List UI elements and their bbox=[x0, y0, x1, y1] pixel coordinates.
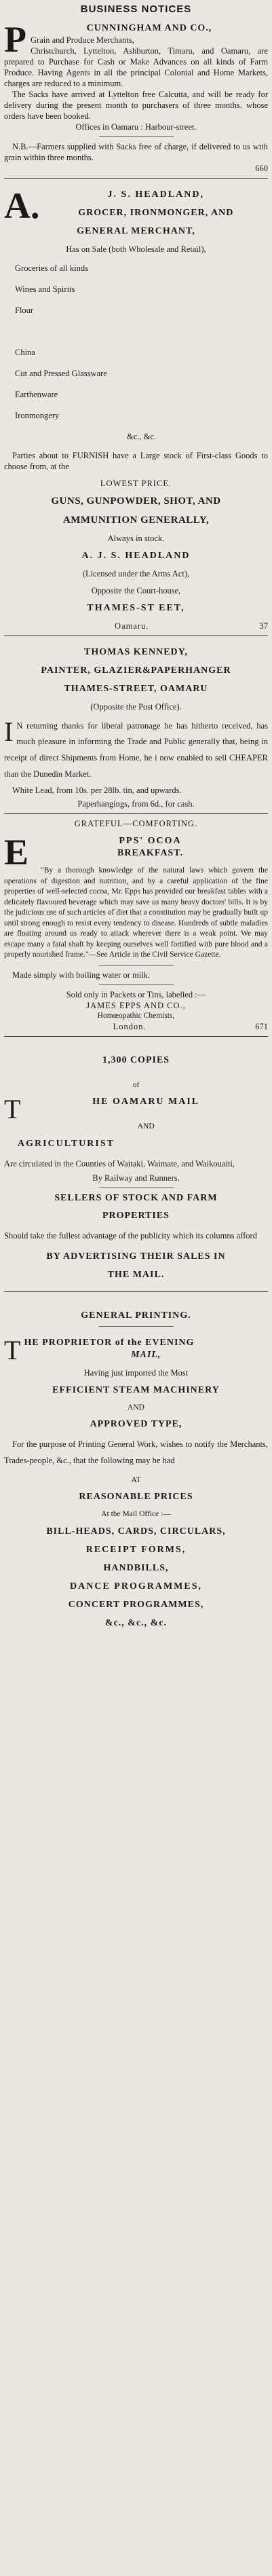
ad-body-2: The Sacks have arrived at Lyttelton free Calcutta, and will be ready for delivery during the present month to purchasers of three months. whose orders have been booked. bbox=[4, 90, 268, 122]
list-item: Ironmongery bbox=[15, 410, 60, 420]
list-item: &c., &c. bbox=[126, 431, 157, 441]
ad-signature: A. J. S. HEADLAND bbox=[81, 551, 191, 562]
ad-properties: PROPERTIES bbox=[102, 1211, 170, 1221]
list-item: RECEIPT FORMS, bbox=[85, 1544, 187, 1555]
ad-offices: Offices in Oamaru : Harbour-street. bbox=[75, 122, 197, 132]
ad-title: THOMAS KENNEDY, bbox=[84, 647, 188, 657]
ad-body: "By a thorough knowledge of the natural laws which govern the operations of digestion and nutrition, and by a careful application of the fine properties of well-selected cocoa, Mr. Epps has provided our breakfast tables with a delicately flavoured beverage which may save us many heavy doctors' bills. It is by the judicious use of such articles of diet that a constitution may be gradually built up until strong enough to resist every tendency to disease. Hundreds of subtle maladies are floating around us ready to attack wherever there is a weak point. We may escape many a fatal shaft by keeping ourselves well fortified with pure blood and a properly nourished frame."—See Article in the Civil Service Gazette. bbox=[4, 866, 268, 959]
ad-licensed: (Licensed under the Arms Act), bbox=[82, 569, 190, 579]
ad-town: Oamaru. bbox=[115, 621, 149, 631]
ad-paperhangings: Paperhangings, from 6d., for cash. bbox=[77, 799, 195, 809]
drop-cap: P bbox=[4, 19, 26, 60]
general-printing-ad bbox=[4, 1292, 268, 1634]
ad-title: J. S. HEADLAND, bbox=[107, 189, 204, 200]
ad-made: Made simply with boiling water or milk. bbox=[12, 970, 151, 980]
list-item: Earthenware bbox=[15, 389, 58, 399]
ad-approved: APPROVED TYPE, bbox=[90, 1419, 182, 1430]
section-title: BUSINESS NOTICES bbox=[80, 3, 192, 15]
list-item: Wines and Spirits bbox=[15, 284, 75, 294]
ad-subtitle: Grain and Produce Merchants, bbox=[31, 35, 134, 45]
ad-body: Christchurch, Lyttelton, Ashburton, Timaru, and Oamaru, are prepared to Purchase for Cash or Make Advances on all kinds of Farm Produce. Having Agents in all the principal Colonial and Home Markets, charges are reduced to a minimum. bbox=[4, 46, 268, 89]
ad-guns: GUNS, GUNPOWDER, SHOT, AND bbox=[51, 495, 221, 507]
ad-copies: 1,300 COPIES bbox=[102, 1054, 170, 1065]
ad-should: Should take the fullest advantage of the publicity which its columns afford bbox=[4, 1231, 257, 1241]
ad-street: THAMES-STREET, OAMARU bbox=[64, 683, 208, 694]
headland-ad bbox=[4, 179, 268, 636]
ad-at: AT bbox=[131, 1475, 141, 1484]
ad-agriculturist: AGRICULTURIST bbox=[18, 1138, 115, 1149]
ad-advertising: BY ADVERTISING THEIR SALES IN bbox=[46, 1251, 226, 1262]
divider bbox=[99, 1326, 174, 1327]
list-item: Groceries of all kinds bbox=[15, 263, 88, 273]
ad-opposite: (Opposite the Post Office). bbox=[90, 701, 182, 712]
list-item: China bbox=[15, 347, 35, 357]
ad-mail-title: MAIL, bbox=[131, 1349, 161, 1360]
ad-imported: Having just imported the Most bbox=[83, 1367, 189, 1378]
ad-heading: GENERAL PRINTING. bbox=[81, 1310, 191, 1321]
ad-sellers: SELLERS OF STOCK AND FARM bbox=[54, 1192, 218, 1203]
ad-company: JAMES EPPS AND CO., bbox=[86, 1000, 186, 1010]
ad-trade: PAINTER, GLAZIER&PAPERHANGER bbox=[41, 665, 231, 676]
ad-number: 660 bbox=[255, 164, 268, 174]
ad-paper-title: HE OAMARU MAIL bbox=[92, 1097, 200, 1107]
ad-intro: Has on Sale (both Wholesale and Retail), bbox=[66, 244, 206, 254]
ad-emphasis: LOWEST PRICE. bbox=[100, 478, 172, 488]
ad-of: of bbox=[132, 1080, 140, 1089]
ad-heading: GRATEFUL—COMFORTING. bbox=[74, 819, 198, 829]
cunningham-ad bbox=[4, 18, 268, 179]
list-item: DANCE PROGRAMMES, bbox=[70, 1581, 202, 1591]
drop-cap: T bbox=[4, 1094, 21, 1125]
ad-efficient: EFFICIENT STEAM MACHINERY bbox=[52, 1384, 220, 1395]
ad-purpose: For the purpose of Printing General Work, wishes to notify the Merchants, Trades-people, &c., that the following may be had bbox=[4, 1439, 268, 1465]
ad-body: N returning thanks for liberal patronage he has hitherto received, has much pleasure in informing the Trade and Public generally that, being in receipt of direct Shipments from Home, he i now enabled to sell CHEAPER than the Dunedin Market. bbox=[4, 720, 268, 779]
list-item: HANDBILLS, bbox=[103, 1562, 169, 1573]
ad-body: Parties about to FURNISH have a Large stock of First-class Goods to choose from, at the bbox=[4, 450, 268, 471]
drop-cap: I bbox=[4, 716, 14, 747]
ad-and: AND bbox=[137, 1122, 155, 1131]
list-item: &c., &c., &c. bbox=[104, 1617, 168, 1628]
ad-ammunition: AMMUNITION GENERALLY, bbox=[62, 515, 210, 526]
list-item: CONCERT PROGRAMMES, bbox=[68, 1599, 204, 1610]
ad-stock: Always in stock. bbox=[107, 534, 165, 544]
ad-reasonable: REASONABLE PRICES bbox=[79, 1492, 193, 1503]
list-item: Cut and Pressed Glassware bbox=[15, 368, 107, 378]
ad-street: THAMES-ST EET, bbox=[87, 603, 185, 614]
ad-london: London. bbox=[113, 1021, 147, 1031]
ad-title-3: GENERAL MERCHANT, bbox=[77, 225, 195, 236]
ad-opposite: Opposite the Court-house, bbox=[91, 586, 181, 596]
ad-title-2: GROCER, IRONMONGER, AND bbox=[78, 208, 234, 218]
ad-title-2: BREAKFAST. bbox=[117, 848, 184, 859]
kennedy-ad bbox=[4, 636, 268, 814]
ad-white-lead: White Lead, from 10s. per 28lb. tin, and upwards. bbox=[12, 785, 182, 795]
ad-number: 37 bbox=[259, 621, 268, 631]
ad-chemists: Homœopathic Chemists, bbox=[97, 1011, 175, 1020]
ad-title: CUNNINGHAM AND CO., bbox=[86, 23, 212, 34]
drop-cap: E bbox=[4, 832, 29, 873]
ad-line-1: HE PROPRIETOR of the EVENING bbox=[24, 1337, 195, 1348]
ad-title: PPS' OCOA bbox=[119, 836, 182, 847]
ad-sold: Sold only in Packets or Tins, labelled :— bbox=[66, 989, 206, 999]
ad-office: At the Mail Office :— bbox=[101, 1510, 171, 1519]
ad-body: Are circulated in the Counties of Waitaki, Waimate, and Waikouaiti, bbox=[4, 1158, 235, 1169]
drop-cap: T bbox=[4, 1334, 21, 1365]
ad-number: 671 bbox=[255, 1021, 268, 1031]
epps-cocoa-ad bbox=[4, 814, 268, 1036]
ad-mail: THE MAIL. bbox=[107, 1270, 165, 1281]
ad-railway: By Railway and Runners. bbox=[92, 1173, 180, 1183]
ad-note: N.B.—Farmers supplied with Sacks free of charge, if delivered to us with grain within three months. bbox=[4, 142, 268, 163]
ad-and: AND bbox=[128, 1403, 144, 1412]
drop-cap: A. bbox=[4, 185, 40, 227]
list-item: BILL-HEADS, CARDS, CIRCULARS, bbox=[46, 1526, 226, 1537]
list-item: Flour bbox=[15, 305, 34, 315]
oamaru-mail-circulation-ad bbox=[4, 1037, 268, 1292]
divider bbox=[99, 136, 174, 137]
